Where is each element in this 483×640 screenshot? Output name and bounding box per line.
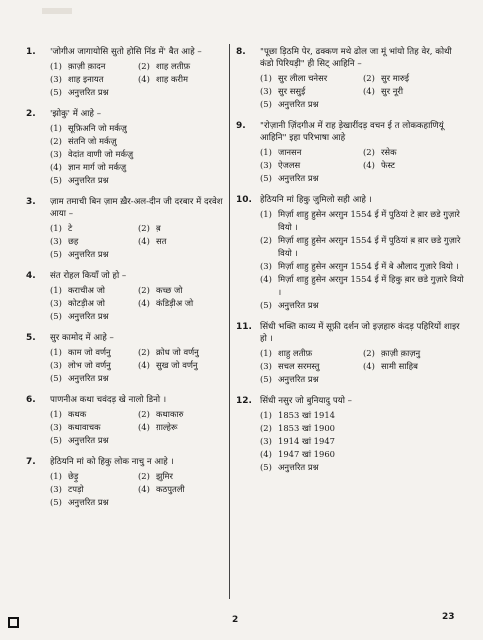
option-number: (4) bbox=[363, 86, 375, 96]
option-number: (4) bbox=[138, 484, 150, 494]
option-text: छह bbox=[68, 236, 79, 246]
option-number: (4) bbox=[138, 298, 150, 308]
option-text: अनुत्तरित प्रश्न bbox=[68, 311, 109, 321]
options-row bbox=[50, 222, 226, 235]
option-text: शाह लतीफ़ bbox=[156, 61, 191, 71]
option-item bbox=[138, 421, 226, 434]
option-text: 1853 खां 1900 bbox=[278, 423, 335, 433]
option-text: सचल सरमस्तु bbox=[278, 361, 320, 371]
option-text: अनुत्तरित प्रश्न bbox=[68, 373, 109, 383]
option-text: मिर्ज़ा शाहु हुसेन अरग़ुन 1554 ई में हिकु ब़ार छडे गुज़ारे वियो । bbox=[278, 274, 464, 297]
question-header bbox=[26, 270, 226, 282]
question-block bbox=[236, 46, 466, 111]
option-text: अनुत्तरित प्रश्न bbox=[68, 175, 109, 185]
option-item bbox=[50, 470, 138, 483]
options-row bbox=[260, 72, 466, 85]
option-text: सूफ़िअनि जो मर्कज़ु bbox=[68, 123, 127, 133]
question-block bbox=[236, 395, 466, 474]
option-text: अनुत्तरित प्रश्न bbox=[278, 300, 319, 310]
option-text: ज्ञान मार्ग जो मर्कज़ु bbox=[68, 162, 127, 172]
option-text: अनुत्तरित प्रश्न bbox=[68, 249, 109, 259]
option-number: (1) bbox=[260, 410, 272, 420]
question-number: 11. bbox=[236, 322, 252, 332]
option-text: ग़ाल्हेरू bbox=[156, 422, 178, 432]
options-row bbox=[50, 60, 226, 73]
option-number: (3) bbox=[50, 149, 62, 159]
option-text: सुर लीला चनेसर bbox=[278, 73, 328, 83]
option-text: शाहु लतीफ़ bbox=[278, 348, 313, 358]
option-item bbox=[50, 122, 226, 135]
option-item bbox=[260, 273, 466, 299]
option-number: (2) bbox=[363, 73, 375, 83]
option-text: कथक bbox=[68, 409, 87, 419]
options-row bbox=[260, 146, 466, 159]
option-item bbox=[50, 421, 138, 434]
option-number: (1) bbox=[50, 471, 62, 481]
option-text: अनुत्तरित प्रश्न bbox=[278, 374, 319, 384]
option-item bbox=[50, 60, 138, 73]
option-item bbox=[260, 422, 466, 435]
option-text: सुख जो वर्णनु bbox=[156, 360, 198, 370]
option-item-unanswered bbox=[260, 98, 466, 111]
column-divider bbox=[229, 44, 230, 599]
option-number: (3) bbox=[50, 422, 62, 432]
option-text: सामी साहिब bbox=[381, 361, 418, 371]
option-item bbox=[138, 346, 226, 359]
option-item-unanswered bbox=[260, 172, 466, 185]
option-item bbox=[138, 73, 226, 86]
question-header bbox=[236, 395, 466, 407]
options-row bbox=[260, 360, 466, 373]
options-row bbox=[260, 435, 466, 448]
options-list bbox=[50, 122, 226, 187]
question-block bbox=[26, 394, 226, 447]
option-number: (5) bbox=[50, 87, 62, 97]
question-block bbox=[26, 46, 226, 99]
options-list bbox=[260, 208, 466, 312]
option-item bbox=[260, 146, 363, 159]
question-header bbox=[236, 120, 466, 144]
option-number: (3) bbox=[50, 298, 62, 308]
options-row bbox=[50, 86, 226, 99]
options-row bbox=[50, 359, 226, 372]
options-list bbox=[260, 409, 466, 474]
option-number: (1) bbox=[50, 285, 62, 295]
options-row bbox=[260, 98, 466, 111]
option-item bbox=[260, 448, 466, 461]
option-text: रसेक bbox=[381, 147, 397, 157]
option-number: (1) bbox=[50, 409, 62, 419]
options-list bbox=[260, 146, 466, 185]
option-item bbox=[138, 60, 226, 73]
options-row bbox=[260, 208, 466, 234]
option-number: (2) bbox=[50, 136, 62, 146]
options-row bbox=[50, 421, 226, 434]
option-number: (5) bbox=[50, 249, 62, 259]
options-row bbox=[50, 408, 226, 421]
option-text: संतनि जो मर्कज़ु bbox=[68, 136, 117, 146]
option-item bbox=[138, 222, 226, 235]
option-item bbox=[363, 146, 466, 159]
option-number: (2) bbox=[363, 147, 375, 157]
question-number: 2. bbox=[26, 109, 36, 119]
question-header bbox=[26, 46, 226, 58]
options-row bbox=[260, 461, 466, 474]
option-item bbox=[260, 208, 466, 234]
option-number: (5) bbox=[260, 374, 272, 384]
option-item bbox=[260, 461, 466, 474]
option-item bbox=[50, 346, 138, 359]
option-number: (5) bbox=[50, 373, 62, 383]
option-number: (4) bbox=[363, 361, 375, 371]
option-text: 1947 खां 1960 bbox=[278, 449, 335, 459]
question-text: सिंधी भक्ति काव्य में सूफ़ी दर्शन जो इज़हारु कंदड़ पहिरियों शाइर हो । bbox=[260, 322, 460, 344]
options-row bbox=[50, 284, 226, 297]
option-item bbox=[138, 470, 226, 483]
option-item bbox=[363, 85, 466, 98]
option-number: (1) bbox=[260, 147, 272, 157]
option-number: (3) bbox=[50, 74, 62, 84]
options-row bbox=[50, 73, 226, 86]
options-row bbox=[260, 234, 466, 260]
option-item bbox=[50, 222, 138, 235]
option-number: (4) bbox=[138, 236, 150, 246]
option-text: क़ाज़ी क़ाज़नु bbox=[381, 348, 421, 358]
options-row bbox=[260, 448, 466, 461]
question-block bbox=[26, 108, 226, 187]
option-text: अनुत्तरित प्रश्न bbox=[278, 99, 319, 109]
options-row bbox=[50, 161, 226, 174]
question-block bbox=[26, 270, 226, 323]
question-text: ज़ाम तमाची बिन ज़ाम ख़ैर-अल-दीन जी दरबार में दरवेश आया – bbox=[50, 197, 223, 219]
scan-smudge bbox=[42, 8, 72, 14]
options-row bbox=[50, 235, 226, 248]
option-number: (2) bbox=[138, 347, 150, 357]
option-item bbox=[50, 73, 138, 86]
option-item bbox=[260, 347, 363, 360]
option-number: (4) bbox=[260, 449, 272, 459]
option-item bbox=[260, 159, 363, 172]
option-text: क़ाज़ी क़ादन bbox=[68, 61, 106, 71]
option-item bbox=[363, 360, 466, 373]
option-text: शाह इनायत bbox=[68, 74, 104, 84]
question-text: संत रोहल कियाँ जो हो – bbox=[50, 271, 127, 281]
option-number: (2) bbox=[138, 285, 150, 295]
option-text: सुर नूरी bbox=[381, 86, 403, 96]
option-number: (1) bbox=[260, 73, 272, 83]
option-number: (3) bbox=[50, 484, 62, 494]
options-row bbox=[50, 496, 226, 509]
option-text: ब़ bbox=[156, 223, 161, 233]
option-item bbox=[260, 299, 466, 312]
option-number: (5) bbox=[50, 497, 62, 507]
option-text: सुर ससुई bbox=[278, 86, 306, 96]
option-number: (4) bbox=[138, 360, 150, 370]
question-number: 7. bbox=[26, 457, 36, 467]
option-item bbox=[138, 359, 226, 372]
question-block bbox=[236, 120, 466, 185]
question-number: 5. bbox=[26, 333, 36, 343]
question-header bbox=[26, 108, 226, 120]
question-text: "रोज़ानी ज़िंदगीअ में राह ड़ेखारींदड़ वचन ई त लोककहाणियूं आहिनि" इहा परिभाषा आहे bbox=[260, 121, 444, 143]
question-number: 4. bbox=[26, 271, 36, 281]
question-text: हेठियनि मां हिकु जुमिलो सही आहे । bbox=[260, 195, 372, 205]
options-row bbox=[50, 248, 226, 261]
option-number: (2) bbox=[138, 409, 150, 419]
question-block bbox=[236, 321, 466, 386]
option-item bbox=[50, 135, 226, 148]
option-item bbox=[138, 483, 226, 496]
option-text: कथाकारु bbox=[156, 409, 184, 419]
option-number: (3) bbox=[260, 436, 272, 446]
question-number: 9. bbox=[236, 121, 246, 131]
options-row bbox=[50, 470, 226, 483]
question-text: हेठियनि मां को हिकु लोक नाचु न आहे । bbox=[50, 457, 174, 467]
options-list bbox=[50, 408, 226, 447]
options-list bbox=[50, 346, 226, 385]
option-text: टे bbox=[68, 223, 73, 233]
question-header bbox=[26, 394, 226, 406]
question-text: 'जोगीअ जागायोसि सुतो होसि निंड में' बैत आहे – bbox=[50, 47, 202, 57]
option-number: (5) bbox=[50, 435, 62, 445]
option-text: अनुत्तरित प्रश्न bbox=[278, 462, 319, 472]
options-row bbox=[260, 273, 466, 299]
question-block bbox=[236, 194, 466, 312]
option-number: (2) bbox=[363, 348, 375, 358]
question-header bbox=[236, 46, 466, 70]
right-column bbox=[236, 46, 466, 483]
question-number: 10. bbox=[236, 195, 252, 205]
options-row bbox=[50, 346, 226, 359]
option-item bbox=[138, 235, 226, 248]
option-item-unanswered bbox=[50, 248, 226, 261]
question-number: 12. bbox=[236, 396, 252, 406]
option-item bbox=[260, 85, 363, 98]
options-row bbox=[50, 483, 226, 496]
option-item bbox=[50, 284, 138, 297]
option-item bbox=[138, 408, 226, 421]
option-text: कच्छ जो bbox=[156, 285, 183, 295]
option-item-unanswered bbox=[260, 373, 466, 386]
option-text: अनुत्तरित प्रश्न bbox=[68, 435, 109, 445]
option-number: (3) bbox=[260, 261, 272, 271]
options-list bbox=[260, 347, 466, 386]
question-block bbox=[26, 456, 226, 509]
option-item bbox=[50, 235, 138, 248]
options-row bbox=[50, 122, 226, 135]
option-number: (4) bbox=[50, 162, 62, 172]
option-item bbox=[363, 347, 466, 360]
option-text: कठपुतली bbox=[156, 484, 185, 494]
option-text: फेस्ट bbox=[381, 160, 395, 170]
option-number: (4) bbox=[138, 422, 150, 432]
option-number: (3) bbox=[260, 361, 272, 371]
options-row bbox=[260, 172, 466, 185]
option-text: 1853 खां 1914 bbox=[278, 410, 335, 420]
option-item-unanswered bbox=[50, 372, 226, 385]
option-text: झुमिर bbox=[156, 471, 173, 481]
option-item bbox=[363, 72, 466, 85]
option-text: शाह करीम bbox=[156, 74, 189, 84]
option-number: (3) bbox=[260, 160, 272, 170]
option-text: लोभ जो वर्णनु bbox=[68, 360, 111, 370]
options-row bbox=[260, 159, 466, 172]
question-text: सुर कामोद में आहे – bbox=[50, 333, 114, 343]
question-text: सिंधी नसुर जो बुनियादु पयो – bbox=[260, 396, 352, 406]
option-item bbox=[260, 72, 363, 85]
question-block bbox=[26, 196, 226, 261]
option-text: सुर मारुई bbox=[381, 73, 410, 83]
page-number-center: 2 bbox=[232, 615, 239, 625]
option-number: (5) bbox=[50, 311, 62, 321]
question-number: 8. bbox=[236, 47, 246, 57]
option-number: (1) bbox=[50, 223, 62, 233]
option-number: (2) bbox=[260, 235, 272, 245]
option-number: (1) bbox=[50, 123, 62, 133]
options-row bbox=[50, 310, 226, 323]
option-number: (5) bbox=[260, 300, 272, 310]
option-item bbox=[260, 260, 466, 273]
option-item bbox=[260, 435, 466, 448]
option-text: टपड़ो bbox=[68, 484, 84, 494]
options-row bbox=[50, 135, 226, 148]
option-number: (5) bbox=[260, 99, 272, 109]
question-number: 6. bbox=[26, 395, 36, 405]
options-list bbox=[50, 222, 226, 261]
options-list bbox=[50, 284, 226, 323]
option-number: (2) bbox=[138, 223, 150, 233]
question-header bbox=[236, 321, 466, 345]
option-number: (4) bbox=[260, 274, 272, 284]
options-list bbox=[50, 60, 226, 99]
option-text: छेड़ु bbox=[68, 471, 79, 481]
question-text: "पूछा ड़िठमि पेर, ढक्कण मथे ढोल जा मूं भांयो तिह वेर, कोथी कंडो पिरियड़ी" ही सिट् आहिनि – bbox=[260, 47, 452, 69]
option-number: (1) bbox=[50, 347, 62, 357]
options-row bbox=[50, 372, 226, 385]
option-text: 1914 खां 1947 bbox=[278, 436, 335, 446]
option-number: (4) bbox=[363, 160, 375, 170]
option-item-unanswered bbox=[50, 496, 226, 509]
option-item bbox=[50, 359, 138, 372]
option-text: ऐजलस bbox=[278, 160, 301, 170]
option-text: सत bbox=[156, 236, 167, 246]
question-header bbox=[236, 194, 466, 206]
option-item bbox=[50, 161, 226, 174]
option-text: काम जो वर्णनु bbox=[68, 347, 111, 357]
options-row bbox=[260, 409, 466, 422]
options-row bbox=[50, 434, 226, 447]
option-number: (1) bbox=[260, 348, 272, 358]
option-number: (2) bbox=[138, 61, 150, 71]
option-text: वेदांत वाणी जो मर्कज़ु bbox=[68, 149, 134, 159]
option-text: अनुत्तरित प्रश्न bbox=[278, 173, 319, 183]
options-row bbox=[50, 148, 226, 161]
option-item-unanswered bbox=[50, 434, 226, 447]
option-text: कंडिड़ीअ जो bbox=[156, 298, 194, 308]
option-text: मिर्ज़ा शाहु हुसेन अरग़ुन 1554 ई में पुठियां ब़ ब़ार छडे गुज़ारे वियो । bbox=[278, 235, 461, 258]
options-list bbox=[50, 470, 226, 509]
option-text: अनुत्तरित प्रश्न bbox=[68, 497, 109, 507]
question-number: 1. bbox=[26, 47, 36, 57]
page-number-right: 23 bbox=[442, 612, 455, 622]
question-block bbox=[26, 332, 226, 385]
option-item bbox=[260, 409, 466, 422]
options-row bbox=[260, 422, 466, 435]
option-text: मिर्ज़ा शाहु हुसेन अरग़ुन 1554 ई में बे औलाद गुज़ारे वियो । bbox=[278, 261, 459, 271]
option-text: कथावाचक bbox=[68, 422, 101, 432]
option-item bbox=[50, 174, 226, 187]
option-text: कोटड़ीअ जो bbox=[68, 298, 105, 308]
question-header bbox=[26, 456, 226, 468]
option-number: (5) bbox=[260, 173, 272, 183]
options-row bbox=[260, 260, 466, 273]
question-number: 3. bbox=[26, 197, 36, 207]
option-number: (1) bbox=[260, 209, 272, 219]
option-item bbox=[260, 234, 466, 260]
option-number: (5) bbox=[260, 462, 272, 472]
options-row bbox=[260, 373, 466, 386]
option-item bbox=[50, 483, 138, 496]
left-column bbox=[26, 46, 226, 518]
option-item-unanswered bbox=[50, 310, 226, 323]
option-text: अनुत्तरित प्रश्न bbox=[68, 87, 109, 97]
option-number: (2) bbox=[138, 471, 150, 481]
option-number: (3) bbox=[260, 86, 272, 96]
options-list bbox=[260, 72, 466, 111]
option-number: (5) bbox=[50, 175, 62, 185]
option-number: (2) bbox=[260, 423, 272, 433]
option-item bbox=[260, 360, 363, 373]
option-number: (3) bbox=[50, 236, 62, 246]
option-number: (4) bbox=[138, 74, 150, 84]
option-item bbox=[138, 297, 226, 310]
options-row bbox=[260, 299, 466, 312]
option-item-unanswered bbox=[50, 86, 226, 99]
question-text: पाणनीअ कथा चवंदड़ खे नालो डिनो । bbox=[50, 395, 167, 405]
question-text: 'झोकु' में आहे – bbox=[50, 109, 102, 119]
option-item bbox=[50, 297, 138, 310]
options-row bbox=[260, 347, 466, 360]
options-row bbox=[50, 297, 226, 310]
option-item bbox=[50, 148, 226, 161]
option-item bbox=[363, 159, 466, 172]
options-row bbox=[50, 174, 226, 187]
option-text: जानसन bbox=[278, 147, 302, 157]
option-item bbox=[50, 408, 138, 421]
options-row bbox=[260, 85, 466, 98]
option-item bbox=[138, 284, 226, 297]
question-header bbox=[26, 332, 226, 344]
option-text: कराचीअ जो bbox=[68, 285, 105, 295]
question-header bbox=[26, 196, 226, 220]
option-number: (1) bbox=[50, 61, 62, 71]
option-text: क्रोध जो वर्णनु bbox=[156, 347, 199, 357]
footer-square-mark bbox=[8, 617, 19, 628]
option-text: मिर्ज़ा शाहु हुसेन अरग़ुन 1554 ई में पुठियां टे ब़ार छडे गुज़ारे वियो । bbox=[278, 209, 460, 232]
option-number: (3) bbox=[50, 360, 62, 370]
